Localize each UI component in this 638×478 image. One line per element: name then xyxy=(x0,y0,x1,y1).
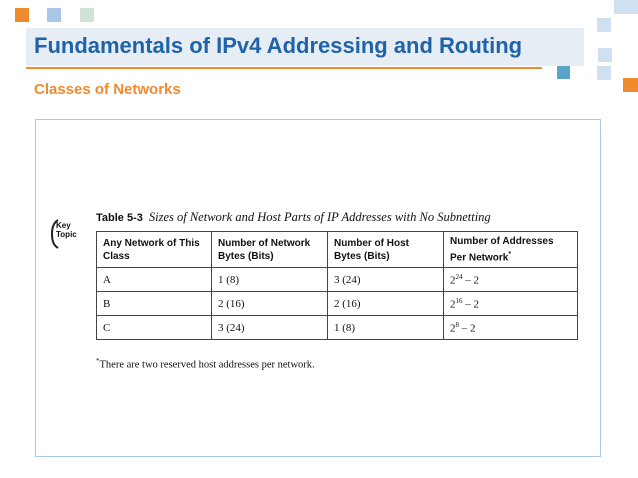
decor-square-teal xyxy=(557,66,570,79)
ip-classes-table xyxy=(96,231,578,340)
table-number: Table 5-3 xyxy=(96,212,143,224)
cell-base: 2 xyxy=(450,274,456,287)
cell-class: B xyxy=(97,292,212,316)
cell-network: 2 (16) xyxy=(212,292,328,316)
cell-exponent: 8 xyxy=(455,320,459,329)
decor-square-orange xyxy=(15,8,29,22)
decor-square-blue xyxy=(598,48,612,62)
table-row xyxy=(97,292,578,316)
table-row xyxy=(97,316,578,340)
cell-host: 1 (8) xyxy=(328,316,444,340)
decor-square-blue xyxy=(597,18,611,32)
decor-square-green xyxy=(80,8,94,22)
key-topic-label: Key Topic xyxy=(56,221,77,239)
cell-class: C xyxy=(97,316,212,340)
header-host-bytes: Number of Host Bytes (Bits) xyxy=(328,232,444,268)
cell-addresses xyxy=(444,316,578,340)
table-footnote xyxy=(96,357,315,371)
title-underline xyxy=(26,67,542,69)
footnote-mark: * xyxy=(96,357,100,365)
header-addresses-text: Number of Addresses Per Network xyxy=(450,235,554,264)
cell-addresses xyxy=(444,292,578,316)
cell-host: 2 (16) xyxy=(328,292,444,316)
table-caption-text: Sizes of Network and Host Parts of IP Addresses with No Subnetting xyxy=(148,210,491,224)
cell-class: A xyxy=(97,268,212,292)
slide-title: Fundamentals of IPv4 Addressing and Routing xyxy=(34,33,523,58)
cell-suffix: – 2 xyxy=(462,274,479,287)
cell-network: 1 (8) xyxy=(212,268,328,292)
footnote-text: There are two reserved host addresses per network. xyxy=(99,359,315,371)
slide-subtitle: Classes of Networks xyxy=(34,81,181,98)
cell-network: 3 (24) xyxy=(212,316,328,340)
header-network-bytes: Number of Network Bytes (Bits) xyxy=(212,232,328,268)
table-row xyxy=(97,268,578,292)
decor-square-blue xyxy=(597,66,611,80)
header-addresses xyxy=(444,232,578,268)
cell-base: 2 xyxy=(450,322,456,335)
header-addresses-mark: * xyxy=(508,250,512,258)
decor-square-blue xyxy=(614,0,638,14)
table-caption xyxy=(96,210,491,225)
cell-addresses xyxy=(444,268,578,292)
table-header-row xyxy=(97,232,578,268)
cell-base: 2 xyxy=(450,298,456,311)
cell-suffix: – 2 xyxy=(462,298,479,311)
cell-suffix: – 2 xyxy=(459,322,476,335)
cell-host: 3 (24) xyxy=(328,268,444,292)
decor-square-blue xyxy=(47,8,61,22)
header-class: Any Network of This Class xyxy=(97,232,212,268)
cell-exponent: 16 xyxy=(455,296,463,305)
decor-square-orange xyxy=(623,78,638,92)
cell-exponent: 24 xyxy=(455,272,463,281)
